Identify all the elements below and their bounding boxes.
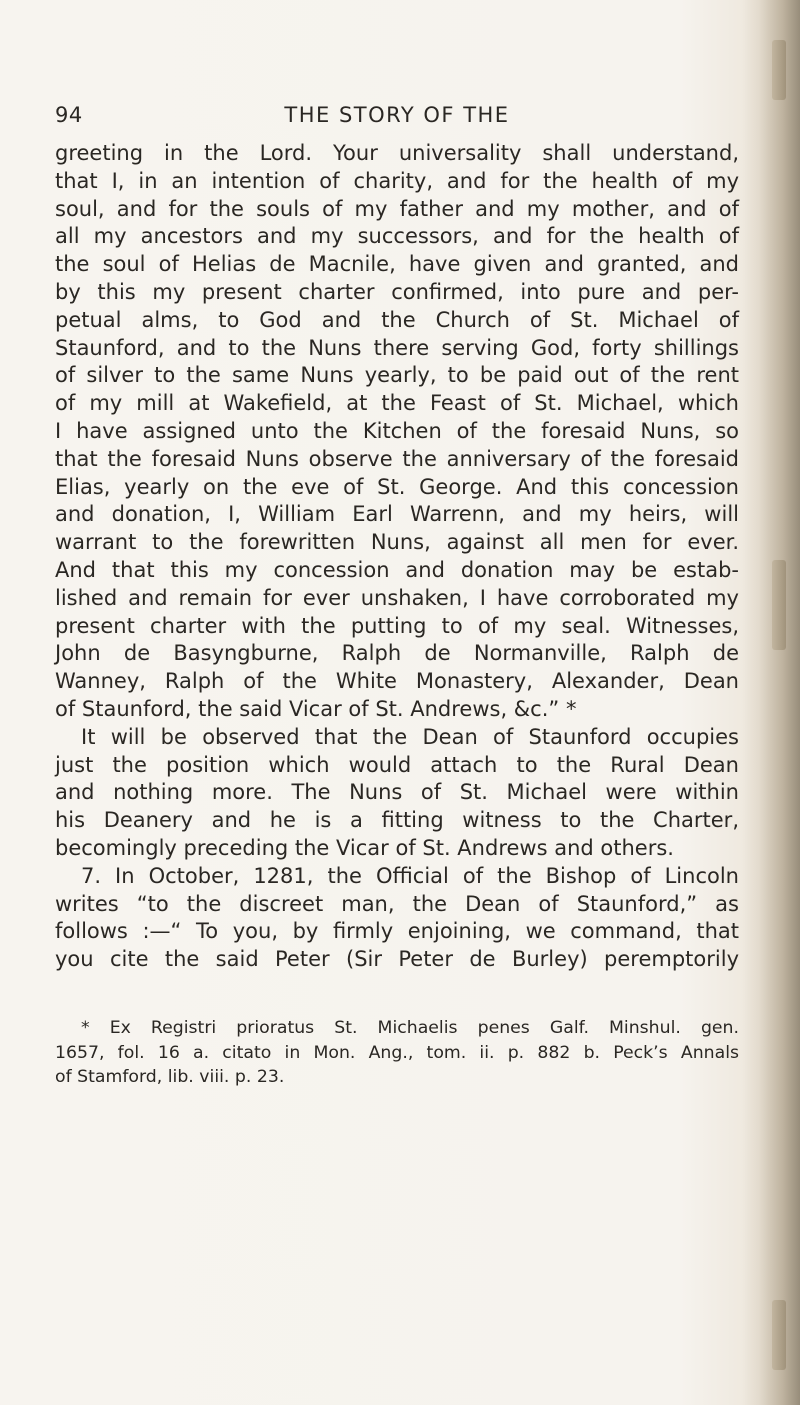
- text-line: Wanney, Ralph of the White Monastery, Alexander, Dean: [55, 669, 739, 694]
- running-head: THE STORY OF THE: [284, 103, 510, 127]
- binding-mark: [772, 560, 786, 650]
- text-line: that I, in an intention of charity, and for the health of my: [55, 168, 739, 193]
- page-number: 94: [55, 103, 83, 127]
- text-line: I have assigned unto the Kitchen of the foresaid Nuns, so: [55, 418, 739, 443]
- text-line: Staunford, and to the Nuns there serving God, forty shillings: [55, 335, 739, 360]
- text-line: you cite the said Peter (Sir Peter de Burley) peremptorily: [55, 947, 739, 972]
- text-line: that the foresaid Nuns observe the anniversary of the foresaid: [55, 446, 739, 471]
- footnote: [55, 1016, 739, 1090]
- text-line: writes “to the discreet man, the Dean of Staunford,” as: [55, 891, 739, 916]
- text-line: just the position which would attach to the Rural Dean: [55, 752, 739, 777]
- footnote-line: 1657, fol. 16 a. citato in Mon. Ang., tom. ii. p. 882 b. Peck’s Annals: [55, 1042, 739, 1063]
- text-line: and donation, I, William Earl Warrenn, and my heirs, will: [55, 502, 739, 527]
- footnote-line: of Stamford, lib. viii. p. 23.: [55, 1067, 285, 1087]
- binding-mark: [772, 40, 786, 100]
- text-line: the soul of Helias de Macnile, have given and granted, and: [55, 252, 739, 277]
- text-line: John de Basyngburne, Ralph de Normanville, Ralph de: [55, 641, 739, 666]
- page-header: [55, 103, 739, 133]
- footnote-line: * Ex Registri prioratus St. Michaelis penes Galf. Minshul. gen.: [81, 1018, 739, 1038]
- text-line: of Staunford, the said Vicar of St. Andrews, &c.” *: [55, 696, 577, 721]
- text-line: all my ancestors and my successors, and for the health of: [55, 224, 739, 249]
- text-line: warrant to the forewritten Nuns, against all men for ever.: [55, 530, 739, 555]
- text-line: of silver to the same Nuns yearly, to be paid out of the rent: [55, 363, 739, 388]
- text-line: petual alms, to God and the Church of St. Michael of: [55, 307, 739, 332]
- text-line: 7. In October, 1281, the Official of the Bishop of Lincoln: [81, 863, 739, 888]
- text-line: soul, and for the souls of my father and my mother, and of: [55, 196, 739, 221]
- text-line: lished and remain for ever unshaken, I have corroborated my: [55, 585, 739, 610]
- text-line: becomingly preceding the Vicar of St. Andrews and others.: [55, 835, 674, 860]
- text-line: of my mill at Wakefield, at the Feast of St. Michael, which: [55, 391, 739, 416]
- text-line: his Deanery and he is a fitting witness to the Charter,: [55, 808, 739, 833]
- binding-mark: [772, 1300, 786, 1370]
- page-edge-shadow: [742, 0, 800, 1405]
- text-line: follows :—“ To you, by firmly enjoining, we command, that: [55, 919, 739, 944]
- text-line: greeting in the Lord. Your universality shall understand,: [55, 141, 739, 165]
- body-text: [55, 140, 739, 974]
- text-line: It will be observed that the Dean of Staunford occupies: [81, 724, 739, 749]
- text-line: present charter with the putting to of my seal. Witnesses,: [55, 613, 739, 638]
- text-line: and nothing more. The Nuns of St. Michael were within: [55, 780, 739, 805]
- text-line: And that this my concession and donation may be estab-: [55, 557, 739, 582]
- text-line: Elias, yearly on the eve of St. George. And this concession: [55, 474, 739, 499]
- text-line: by this my present charter confirmed, into pure and per-: [55, 279, 739, 304]
